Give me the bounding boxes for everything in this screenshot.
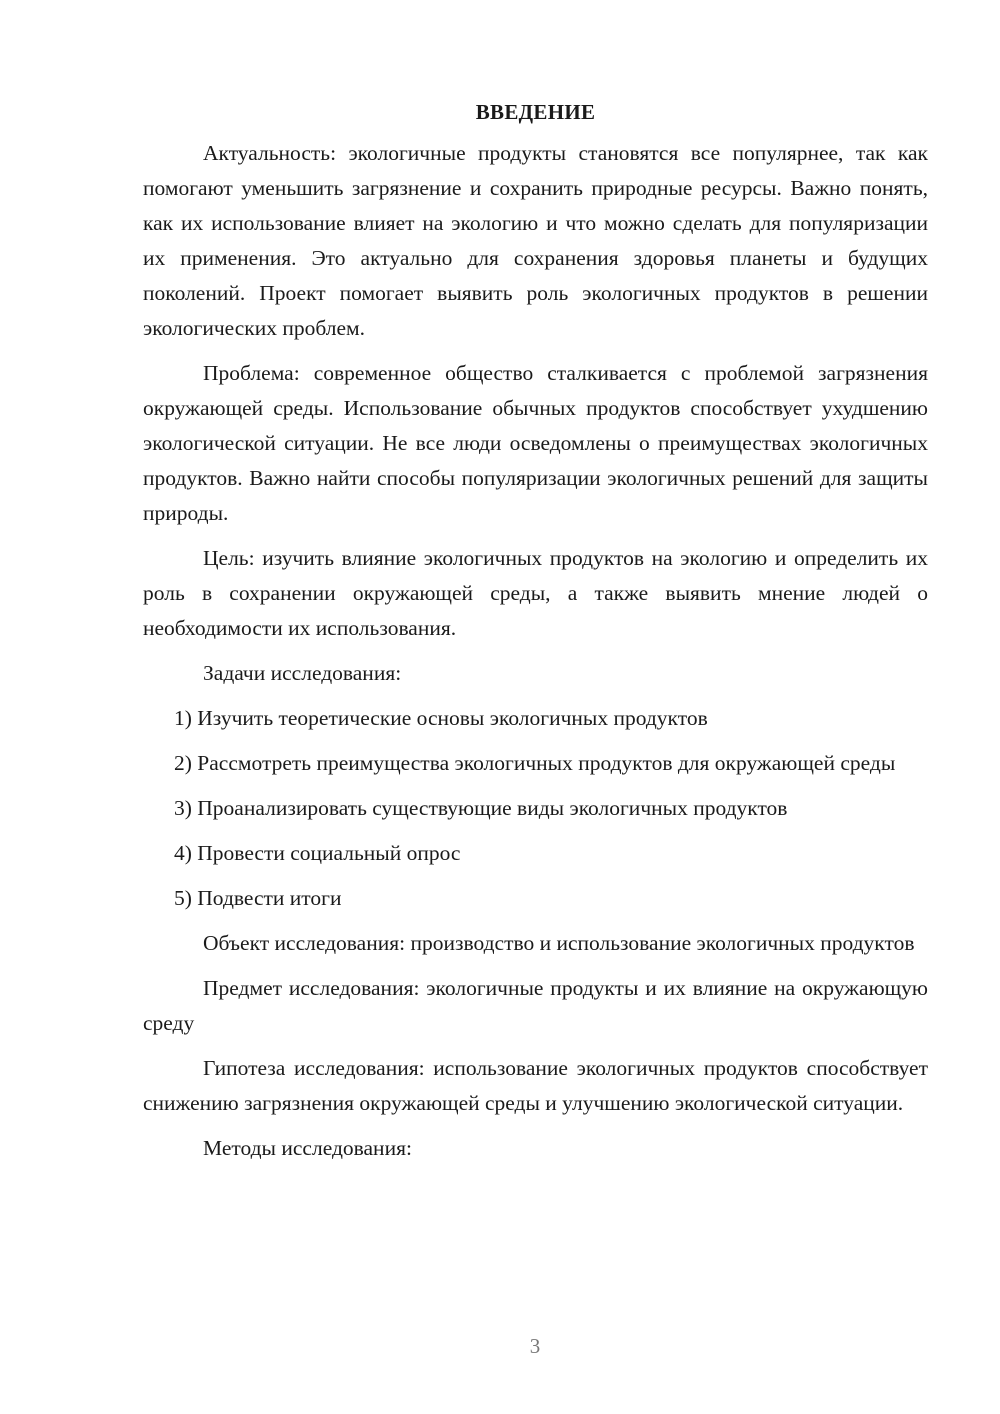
paragraph-goal: Цель: изучить влияние экологичных продуктов на экологию и определить их роль в сохранении окружающей среды, а также выявить мнение людей о необходимости их использования. — [143, 546, 928, 640]
task-item-4: 4) Провести социальный опрос — [174, 841, 461, 865]
paragraph-hypothesis: Гипотеза исследования: использование экологичных продуктов способствует снижению загрязнения окружающей среды и улучшению экологической ситуации. — [143, 1056, 928, 1115]
task-item-2: 2) Рассмотреть преимущества экологичных продуктов для окружающей среды — [174, 751, 896, 775]
methods-heading: Методы исследования: — [203, 1136, 412, 1160]
page-number: 3 — [529, 1334, 541, 1358]
page-content — [143, 95, 928, 1176]
paragraph-subject: Предмет исследования: экологичные продукты и их влияние на окружающую среду — [143, 976, 928, 1035]
paragraph-relevance: Актуальность: экологичные продукты становятся все популярнее, так как помогают уменьшить загрязнение и сохранить природные ресурсы. Важно понять, как их использование влияет на экологию и что можно сделать для популяризации их применения. Это актуально для сохранения здоровья планеты и будущих поколений. Проект помогает выявить роль экологичных продуктов в решении экологических проблем. — [143, 141, 928, 340]
task-item-3: 3) Проанализировать существующие виды экологичных продуктов — [174, 796, 788, 820]
task-item-1: 1) Изучить теоретические основы экологичных продуктов — [174, 706, 708, 730]
page-title: ВВЕДЕНИЕ — [475, 100, 596, 124]
paragraph-object: Объект исследования: производство и использование экологичных продуктов — [203, 931, 915, 955]
paragraph-problem: Проблема: современное общество сталкивается с проблемой загрязнения окружающей среды. Использование обычных продуктов способствует ухудшению экологической ситуации. Не все люди осведомлены о преимуществах экологичных продуктов. Важно найти способы популяризации экологичных решений для защиты природы. — [143, 361, 928, 525]
tasks-heading: Задачи исследования: — [203, 661, 402, 685]
task-item-5: 5) Подвести итоги — [174, 886, 342, 910]
